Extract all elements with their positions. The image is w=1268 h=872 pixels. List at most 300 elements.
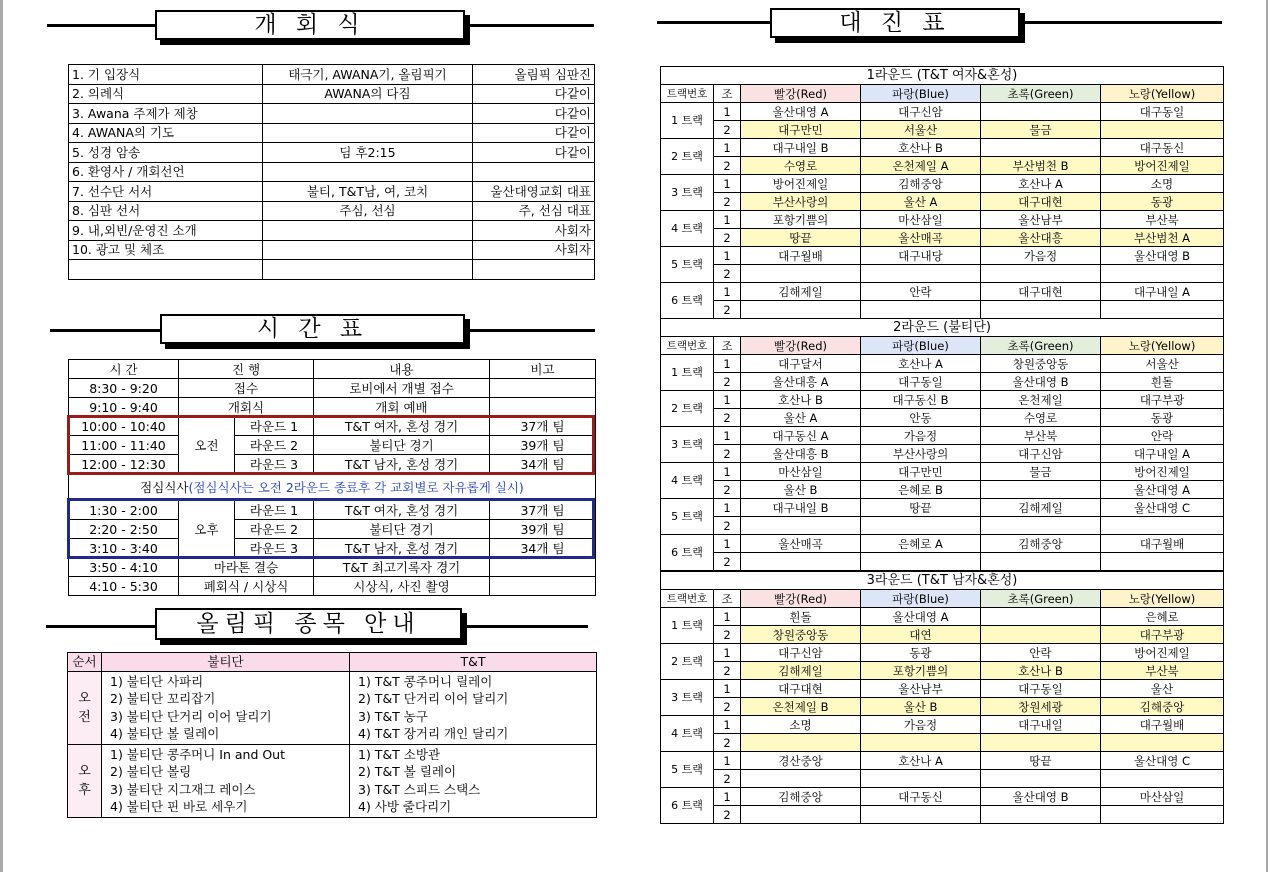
events-list: [102, 671, 350, 744]
opening-cell: 태극기, AWANA기, 올림픽기: [263, 65, 473, 85]
opening-cell: 2. 의례식: [69, 84, 263, 104]
group-number: 1: [714, 463, 741, 481]
session-label: 오전: [68, 671, 102, 744]
group-number: 1: [714, 788, 741, 806]
track-label: 4 트랙: [661, 463, 714, 499]
team-cell: 마산삼일: [1101, 788, 1224, 806]
team-cell: 부산사랑의: [741, 193, 861, 211]
team-cell: [981, 139, 1101, 157]
team-cell: 대구부광: [1101, 391, 1224, 409]
timetable-header-row: [69, 360, 596, 379]
bracket-header-cell: 초록(Green): [981, 85, 1101, 103]
track-label: 1 트랙: [661, 608, 714, 644]
opening-cell: 다같이: [473, 84, 595, 104]
timetable-title: 시 간 표: [160, 314, 465, 344]
group-number: 2: [714, 445, 741, 463]
team-cell: 경산중앙: [741, 752, 861, 770]
bracket-row: [661, 517, 1224, 535]
note-cell: [490, 379, 596, 398]
group-number: 1: [714, 391, 741, 409]
note-cell: 37개 팀: [490, 501, 596, 520]
team-cell: 안락: [981, 644, 1101, 662]
opening-cell: 사회자: [473, 221, 595, 241]
opening-cell: 딤 후2:15: [263, 143, 473, 163]
opening-cell: 3. Awana 주제가 제창: [69, 104, 263, 124]
team-cell: [1101, 734, 1224, 752]
round-table: [660, 66, 1224, 319]
bracket-header-cell: 초록(Green): [981, 337, 1101, 355]
bracket-row: [661, 355, 1224, 373]
timetable-row: [69, 577, 596, 596]
bracket-header-cell: 조: [714, 337, 741, 355]
team-cell: [861, 770, 981, 788]
bracket-row: [661, 193, 1224, 211]
activity-cell: 접수: [179, 379, 314, 398]
bracket-row: [661, 788, 1224, 806]
team-cell: 부산북: [1101, 211, 1224, 229]
content-cell: T&T 최고기록자 경기: [314, 558, 490, 577]
event-item: 1) 불티단 사파리: [110, 673, 204, 689]
team-cell: 대구만민: [741, 121, 861, 139]
team-cell: 대구달서: [741, 355, 861, 373]
track-label: 6 트랙: [661, 283, 714, 319]
team-cell: 대구월배: [1101, 716, 1224, 734]
bracket-row: [661, 535, 1224, 553]
team-cell: [861, 301, 981, 319]
note-cell: [490, 398, 596, 417]
team-cell: 방어진제일: [1101, 463, 1224, 481]
bracket-header-cell: 노랑(Yellow): [1101, 590, 1224, 608]
team-cell: 수영로: [741, 157, 861, 175]
team-cell: 울산 A: [861, 193, 981, 211]
content-cell: 시상식, 사진 촬영: [314, 577, 490, 596]
bracket-header-cell: 트랙번호: [661, 85, 714, 103]
opening-cell: [263, 221, 473, 241]
bracket-row: [661, 283, 1224, 301]
bracket-row: [661, 463, 1224, 481]
track-label: 1 트랙: [661, 103, 714, 139]
team-cell: 동광: [1101, 409, 1224, 427]
team-cell: 울산매곡: [741, 535, 861, 553]
group-number: 1: [714, 752, 741, 770]
event-item: 1) 불티단 콩주머니 In and Out: [110, 746, 286, 762]
round-label: 라운드 1: [235, 501, 314, 520]
bracket-header-cell: 빨강(Red): [741, 337, 861, 355]
content-cell: T&T 여자, 혼성 경기: [314, 417, 490, 436]
bracket-header-row: [661, 85, 1224, 103]
team-cell: 가음정: [981, 247, 1101, 265]
team-cell: [1101, 265, 1224, 283]
team-cell: [981, 626, 1101, 644]
events-session-row: [68, 744, 597, 817]
bracket-header-cell: 트랙번호: [661, 337, 714, 355]
timetable-header-cell: 진 행: [179, 360, 314, 379]
team-cell: 은혜로 A: [861, 535, 981, 553]
team-cell: 대구신암: [861, 103, 981, 121]
event-item: 3) T&T 스피드 스택스: [358, 781, 481, 797]
bracket-row: [661, 626, 1224, 644]
event-item: 3) T&T 농구: [358, 708, 428, 724]
track-label: 2 트랙: [661, 139, 714, 175]
team-cell: 안락: [861, 283, 981, 301]
session-label: 오후: [68, 744, 102, 817]
group-number: 2: [714, 770, 741, 788]
session-label: 오전: [179, 417, 235, 474]
timetable-header-cell: 시 간: [69, 360, 179, 379]
group-number: 1: [714, 247, 741, 265]
team-cell: 방어진제일: [1101, 644, 1224, 662]
group-number: 2: [714, 734, 741, 752]
group-number: 1: [714, 716, 741, 734]
opening-cell: [263, 240, 473, 260]
bracket-header-cell: 노랑(Yellow): [1101, 85, 1224, 103]
group-number: 1: [714, 139, 741, 157]
team-cell: 울산대영 B: [981, 788, 1101, 806]
team-cell: 물금: [981, 121, 1101, 139]
team-cell: 대구동신: [861, 788, 981, 806]
team-cell: [1101, 770, 1224, 788]
group-number: 1: [714, 211, 741, 229]
opening-cell: [263, 162, 473, 182]
opening-title: 개 회 식: [155, 10, 465, 40]
team-cell: 울산대흥: [981, 229, 1101, 247]
bracket-row: [661, 247, 1224, 265]
team-cell: 대구동신 A: [741, 427, 861, 445]
opening-table: [68, 64, 595, 280]
team-cell: [1101, 301, 1224, 319]
group-number: 2: [714, 698, 741, 716]
round-label: 라운드 2: [235, 520, 314, 539]
note-cell: [490, 577, 596, 596]
team-cell: 동광: [1101, 193, 1224, 211]
group-number: 2: [714, 373, 741, 391]
team-cell: 김해제일: [741, 662, 861, 680]
events-title: 올림픽 종목 안내: [155, 608, 462, 640]
note-cell: 34개 팀: [490, 455, 596, 474]
team-cell: [741, 301, 861, 319]
time-cell: 8:30 - 9:20: [69, 379, 179, 398]
opening-cell: 주심, 선심: [263, 201, 473, 221]
bracket-row: [661, 409, 1224, 427]
team-cell: 창원중앙동: [981, 355, 1101, 373]
team-cell: [981, 770, 1101, 788]
group-number: 1: [714, 103, 741, 121]
team-cell: 김해중앙: [741, 788, 861, 806]
team-cell: 부산북: [1101, 662, 1224, 680]
events-list: [350, 744, 597, 817]
opening-cell: 주, 선심 대표: [473, 201, 595, 221]
bracket-row: [661, 716, 1224, 734]
team-cell: 대구동일: [981, 680, 1101, 698]
bracket-row: [661, 301, 1224, 319]
bracket-row: [661, 608, 1224, 626]
team-cell: 울산대영 B: [981, 373, 1101, 391]
team-cell: 마산삼일: [861, 211, 981, 229]
group-number: 2: [714, 121, 741, 139]
team-cell: 대구동일: [1101, 103, 1224, 121]
team-cell: 울산대영 A: [741, 103, 861, 121]
team-cell: [861, 517, 981, 535]
lunch-cell: [69, 474, 596, 501]
bracket-row: [661, 770, 1224, 788]
team-cell: 울산대영 A: [1101, 481, 1224, 499]
opening-cell: AWANA의 다짐: [263, 84, 473, 104]
team-cell: 서울산: [861, 121, 981, 139]
bracket-row: [661, 103, 1224, 121]
team-cell: 대구내일 B: [741, 139, 861, 157]
team-cell: 부산북: [981, 427, 1101, 445]
track-label: 4 트랙: [661, 716, 714, 752]
team-cell: 대구내당: [861, 247, 981, 265]
time-cell: 9:10 - 9:40: [69, 398, 179, 417]
team-cell: [981, 806, 1101, 824]
group-number: 2: [714, 517, 741, 535]
team-cell: [741, 265, 861, 283]
group-number: 2: [714, 553, 741, 571]
round-title-row: [661, 572, 1224, 590]
event-item: 1) T&T 소방관: [358, 746, 441, 762]
team-cell: 울산대영 C: [1101, 752, 1224, 770]
team-cell: 호산나 B: [741, 391, 861, 409]
opening-cell: 사회자: [473, 240, 595, 260]
group-number: 1: [714, 535, 741, 553]
team-cell: 대구신암: [981, 445, 1101, 463]
team-cell: 온천제일 A: [861, 157, 981, 175]
opening-cell: 7. 선수단 서서: [69, 182, 263, 202]
group-number: 1: [714, 175, 741, 193]
team-cell: 은혜로 B: [861, 481, 981, 499]
team-cell: 울산대영 C: [1101, 499, 1224, 517]
round-label: 라운드 2: [235, 436, 314, 455]
opening-cell: [263, 123, 473, 143]
team-cell: 소명: [1101, 175, 1224, 193]
group-number: 1: [714, 355, 741, 373]
content-cell: 불티단 경기: [314, 520, 490, 539]
bracket-header-cell: 노랑(Yellow): [1101, 337, 1224, 355]
content-cell: 로비에서 개별 접수: [314, 379, 490, 398]
morning-rounds-highlight: [67, 415, 595, 475]
opening-cell: [263, 260, 473, 280]
time-cell: 11:00 - 11:40: [69, 436, 179, 455]
round-title-row: [661, 319, 1224, 337]
bracket-row: [661, 157, 1224, 175]
team-cell: [741, 553, 861, 571]
time-cell: 3:10 - 3:40: [69, 539, 179, 558]
team-cell: 김해제일: [981, 499, 1101, 517]
team-cell: 울산 A: [741, 409, 861, 427]
bracket-row: [661, 373, 1224, 391]
team-cell: 호산나 A: [861, 752, 981, 770]
note-cell: [490, 558, 596, 577]
track-label: 1 트랙: [661, 355, 714, 391]
bracket-row: [661, 427, 1224, 445]
timetable-header-cell: 내용: [314, 360, 490, 379]
team-cell: 대구동신: [1101, 139, 1224, 157]
team-cell: 부산범천 B: [981, 157, 1101, 175]
lunch-label: 점심식사: [140, 479, 189, 495]
team-cell: 땅끝: [981, 752, 1101, 770]
team-cell: 대구동신 B: [861, 391, 981, 409]
time-cell: 1:30 - 2:00: [69, 501, 179, 520]
team-cell: [861, 806, 981, 824]
bracket-row: [661, 121, 1224, 139]
round-title: 1라운드 (T&T 여자&혼성): [661, 67, 1224, 85]
group-number: 2: [714, 229, 741, 247]
track-label: 5 트랙: [661, 247, 714, 283]
team-cell: [861, 553, 981, 571]
opening-cell: 울산대영교회 대표: [473, 182, 595, 202]
opening-row: [69, 123, 595, 143]
team-cell: [1101, 806, 1224, 824]
team-cell: 대구내일 A: [1101, 445, 1224, 463]
time-cell: 12:00 - 12:30: [69, 455, 179, 474]
note-cell: 34개 팀: [490, 539, 596, 558]
team-cell: 대구대현: [741, 680, 861, 698]
team-cell: [861, 265, 981, 283]
team-cell: 흰돌: [741, 608, 861, 626]
lunch-row: [69, 474, 596, 501]
team-cell: 대구대현: [981, 193, 1101, 211]
team-cell: 온천제일 B: [741, 698, 861, 716]
team-cell: [981, 265, 1101, 283]
team-cell: 울산남부: [981, 211, 1101, 229]
bracket-header-cell: 초록(Green): [981, 590, 1101, 608]
team-cell: 울산대흥 A: [741, 373, 861, 391]
round-label: 라운드 1: [235, 417, 314, 436]
events-session-row: [68, 671, 597, 744]
team-cell: 안동: [861, 409, 981, 427]
session-label: 오후: [179, 501, 235, 558]
group-number: 2: [714, 193, 741, 211]
bracket-header-row: [661, 337, 1224, 355]
content-cell: T&T 남자, 혼성 경기: [314, 455, 490, 474]
bracket-header-row: [661, 590, 1224, 608]
note-cell: 39개 팀: [490, 436, 596, 455]
team-cell: 대구월배: [1101, 535, 1224, 553]
team-cell: 포항기쁨의: [861, 662, 981, 680]
bracket-header-cell: 조: [714, 590, 741, 608]
team-cell: 창원중앙동: [741, 626, 861, 644]
team-cell: [741, 734, 861, 752]
team-cell: [741, 770, 861, 788]
group-number: 2: [714, 626, 741, 644]
team-cell: 울산: [1101, 680, 1224, 698]
lunch-note: (점심식사는 오전 2라운드 종료후 각 교회별로 자유롭게 실시): [188, 479, 524, 495]
track-label: 2 트랙: [661, 644, 714, 680]
bracket-row: [661, 499, 1224, 517]
opening-row: [69, 221, 595, 241]
opening-row: [69, 260, 595, 280]
team-cell: 온천제일: [981, 391, 1101, 409]
group-number: 2: [714, 481, 741, 499]
track-label: 5 트랙: [661, 499, 714, 535]
bracket-header-cell: 빨강(Red): [741, 85, 861, 103]
team-cell: [981, 553, 1101, 571]
note-cell: 39개 팀: [490, 520, 596, 539]
team-cell: 대구대현: [981, 283, 1101, 301]
team-cell: 물금: [981, 463, 1101, 481]
group-number: 2: [714, 409, 741, 427]
event-item: 2) 불티단 꼬리잡기: [110, 691, 216, 706]
bracket-row: [661, 698, 1224, 716]
opening-cell: 5. 성경 암송: [69, 143, 263, 163]
round-title-row: [661, 67, 1224, 85]
afternoon-rounds-highlight: [67, 498, 595, 559]
activity-cell: 마라톤 결승: [179, 558, 314, 577]
team-cell: 호산나 A: [981, 175, 1101, 193]
event-item: 3) 불티단 지그재그 레이스: [110, 781, 256, 797]
event-item: 3) 불티단 단거리 이어 달리기: [110, 708, 272, 724]
track-label: 3 트랙: [661, 680, 714, 716]
opening-row: [69, 162, 595, 182]
opening-cell: 4. AWANA의 기도: [69, 123, 263, 143]
bracket-header-cell: 트랙번호: [661, 590, 714, 608]
time-cell: 2:20 - 2:50: [69, 520, 179, 539]
team-cell: 부산범천 A: [1101, 229, 1224, 247]
track-label: 3 트랙: [661, 427, 714, 463]
group-number: 2: [714, 301, 741, 319]
bracket-header-cell: 파랑(Blue): [861, 85, 981, 103]
team-cell: 부산사랑의: [861, 445, 981, 463]
opening-cell: 다같이: [473, 143, 595, 163]
team-cell: 수영로: [981, 409, 1101, 427]
events-list: [102, 744, 350, 817]
content-cell: 불티단 경기: [314, 436, 490, 455]
team-cell: 땅끝: [741, 229, 861, 247]
round-title: 3라운드 (T&T 남자&혼성): [661, 572, 1224, 590]
time-cell: 4:10 - 5:30: [69, 577, 179, 596]
event-item: 4) 사방 줄다리기: [358, 799, 452, 814]
event-item: 1) T&T 콩주머니 릴레이: [358, 673, 493, 689]
timetable: [68, 359, 596, 596]
bracket-header-cell: 빨강(Red): [741, 590, 861, 608]
bracket-row: [661, 391, 1224, 409]
team-cell: 창원세광: [981, 698, 1101, 716]
bracket-title: 대 진 표: [770, 8, 1020, 38]
group-number: 2: [714, 662, 741, 680]
team-cell: 울산대영 A: [861, 608, 981, 626]
opening-row: [69, 65, 595, 85]
timetable-row: [69, 398, 596, 417]
bracket-row: [661, 752, 1224, 770]
team-cell: [741, 517, 861, 535]
team-cell: 울산대영 B: [1101, 247, 1224, 265]
team-cell: [1101, 121, 1224, 139]
team-cell: [981, 481, 1101, 499]
group-number: 1: [714, 283, 741, 301]
team-cell: 울산 B: [861, 698, 981, 716]
opening-cell: 다같이: [473, 123, 595, 143]
opening-cell: 9. 내,외빈/운영진 소개: [69, 221, 263, 241]
round-table: [660, 318, 1224, 571]
group-number: 1: [714, 644, 741, 662]
group-number: 2: [714, 265, 741, 283]
note-cell: 37개 팀: [490, 417, 596, 436]
opening-cell: 8. 심판 선서: [69, 201, 263, 221]
team-cell: [1101, 553, 1224, 571]
opening-row: [69, 201, 595, 221]
team-cell: 소명: [741, 716, 861, 734]
timetable-row: [69, 558, 596, 577]
group-number: 2: [714, 157, 741, 175]
opening-cell: 6. 환영사 / 개회선언: [69, 162, 263, 182]
events-table: [67, 652, 597, 818]
team-cell: [981, 517, 1101, 535]
team-cell: 호산나 B: [861, 139, 981, 157]
team-cell: [981, 734, 1101, 752]
team-cell: [861, 734, 981, 752]
content-cell: T&T 여자, 혼성 경기: [314, 501, 490, 520]
